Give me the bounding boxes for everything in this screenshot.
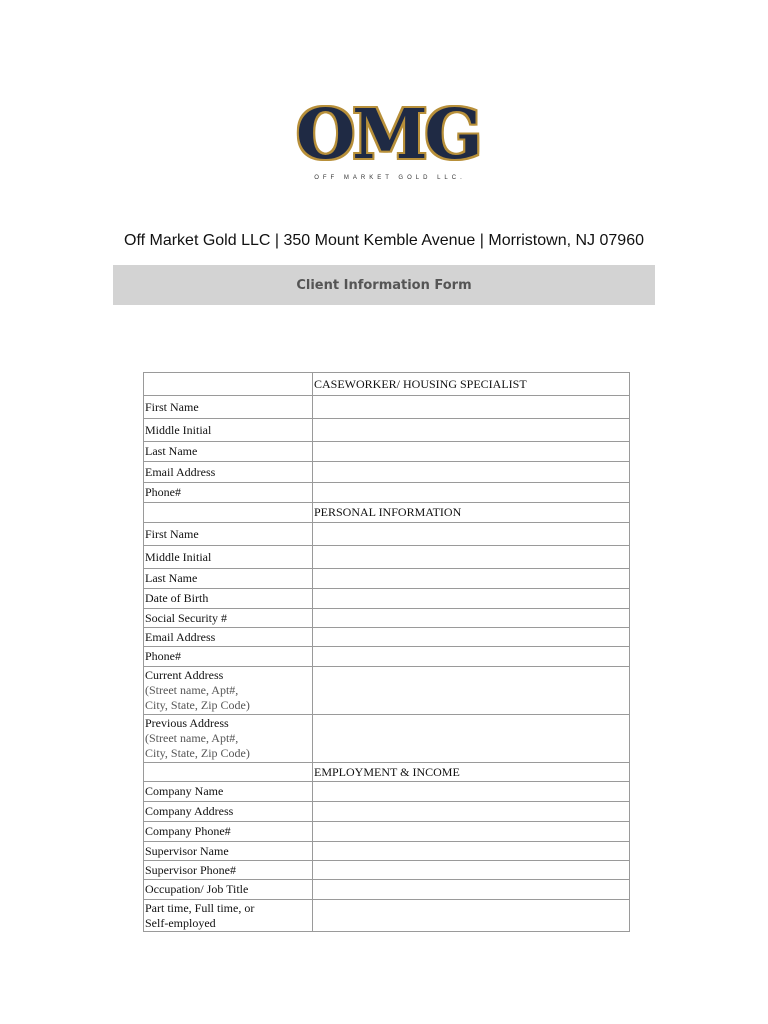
- caseworker-email-field[interactable]: [313, 462, 630, 483]
- table-row: [144, 782, 630, 802]
- personal-last-name-field[interactable]: [313, 569, 630, 589]
- field-label: [144, 715, 313, 763]
- field-label: Middle Initial: [144, 419, 313, 442]
- field-label: Phone#: [144, 483, 313, 503]
- section-row: [144, 373, 630, 396]
- current-address-label: Current Address: [145, 668, 224, 682]
- caseworker-first-name-field[interactable]: [313, 396, 630, 419]
- table-row: [144, 900, 630, 932]
- address-hint: (Street name, Apt#,: [145, 731, 239, 745]
- table-row: [144, 802, 630, 822]
- field-label: Company Address: [144, 802, 313, 822]
- company-logo: [240, 95, 540, 195]
- field-label: Date of Birth: [144, 589, 313, 609]
- table-row: [144, 483, 630, 503]
- logo-wordmark: OMG: [296, 95, 480, 175]
- field-label: [144, 667, 313, 715]
- date-of-birth-field[interactable]: [313, 589, 630, 609]
- company-name-field[interactable]: [313, 782, 630, 802]
- section-personal: PERSONAL INFORMATION: [313, 503, 630, 523]
- form-title: Client Information Form: [296, 277, 472, 293]
- section-row: [144, 503, 630, 523]
- address-hint: (Street name, Apt#,: [145, 683, 239, 697]
- caseworker-middle-initial-field[interactable]: [313, 419, 630, 442]
- section-employment: EMPLOYMENT & INCOME: [313, 763, 630, 782]
- table-row: [144, 609, 630, 628]
- table-row: [144, 822, 630, 842]
- table-row: [144, 546, 630, 569]
- table-row: [144, 715, 630, 763]
- field-label: Supervisor Name: [144, 842, 313, 861]
- table-row: [144, 667, 630, 715]
- company-address-field[interactable]: [313, 802, 630, 822]
- address-hint: City, State, Zip Code): [145, 698, 250, 712]
- field-label: Occupation/ Job Title: [144, 880, 313, 900]
- field-label: Email Address: [144, 628, 313, 647]
- field-label: [144, 900, 313, 932]
- personal-middle-initial-field[interactable]: [313, 546, 630, 569]
- company-phone-field[interactable]: [313, 822, 630, 842]
- table-row: [144, 442, 630, 462]
- field-label: Supervisor Phone#: [144, 861, 313, 880]
- personal-email-field[interactable]: [313, 628, 630, 647]
- employment-status-label: Part time, Full time, or: [145, 900, 255, 915]
- field-label: Company Phone#: [144, 822, 313, 842]
- field-label: First Name: [144, 396, 313, 419]
- field-label: Email Address: [144, 462, 313, 483]
- table-row: [144, 523, 630, 546]
- table-row: [144, 462, 630, 483]
- caseworker-phone-field[interactable]: [313, 483, 630, 503]
- field-label: Company Name: [144, 782, 313, 802]
- supervisor-phone-field[interactable]: [313, 861, 630, 880]
- table-row: [144, 628, 630, 647]
- field-label: Social Security #: [144, 609, 313, 628]
- employment-status-label: Self-employed: [145, 915, 216, 930]
- previous-address-label: Previous Address: [145, 716, 229, 730]
- field-label: Last Name: [144, 569, 313, 589]
- employment-status-field[interactable]: [313, 900, 630, 932]
- field-label: Phone#: [144, 647, 313, 667]
- table-row: [144, 842, 630, 861]
- table-row: [144, 419, 630, 442]
- field-label: First Name: [144, 523, 313, 546]
- table-row: [144, 880, 630, 900]
- table-row: [144, 647, 630, 667]
- table-row: [144, 569, 630, 589]
- client-information-table: [143, 372, 630, 932]
- occupation-field[interactable]: [313, 880, 630, 900]
- field-label: Middle Initial: [144, 546, 313, 569]
- section-caseworker: CASEWORKER/ HOUSING SPECIALIST: [313, 373, 630, 396]
- caseworker-last-name-field[interactable]: [313, 442, 630, 462]
- field-label: Last Name: [144, 442, 313, 462]
- social-security-field[interactable]: [313, 609, 630, 628]
- company-address: Off Market Gold LLC | 350 Mount Kemble Avenue | Morristown, NJ 07960: [124, 232, 644, 249]
- logo-subtitle: OFF MARKET GOLD LLC.: [314, 175, 466, 181]
- table-row: [144, 861, 630, 880]
- supervisor-name-field[interactable]: [313, 842, 630, 861]
- section-row: [144, 763, 630, 782]
- personal-first-name-field[interactable]: [313, 523, 630, 546]
- previous-address-field[interactable]: [313, 715, 630, 763]
- table-row: [144, 589, 630, 609]
- current-address-field[interactable]: [313, 667, 630, 715]
- table-row: [144, 396, 630, 419]
- form-title-bar: [113, 265, 655, 305]
- personal-phone-field[interactable]: [313, 647, 630, 667]
- address-hint: City, State, Zip Code): [145, 746, 250, 760]
